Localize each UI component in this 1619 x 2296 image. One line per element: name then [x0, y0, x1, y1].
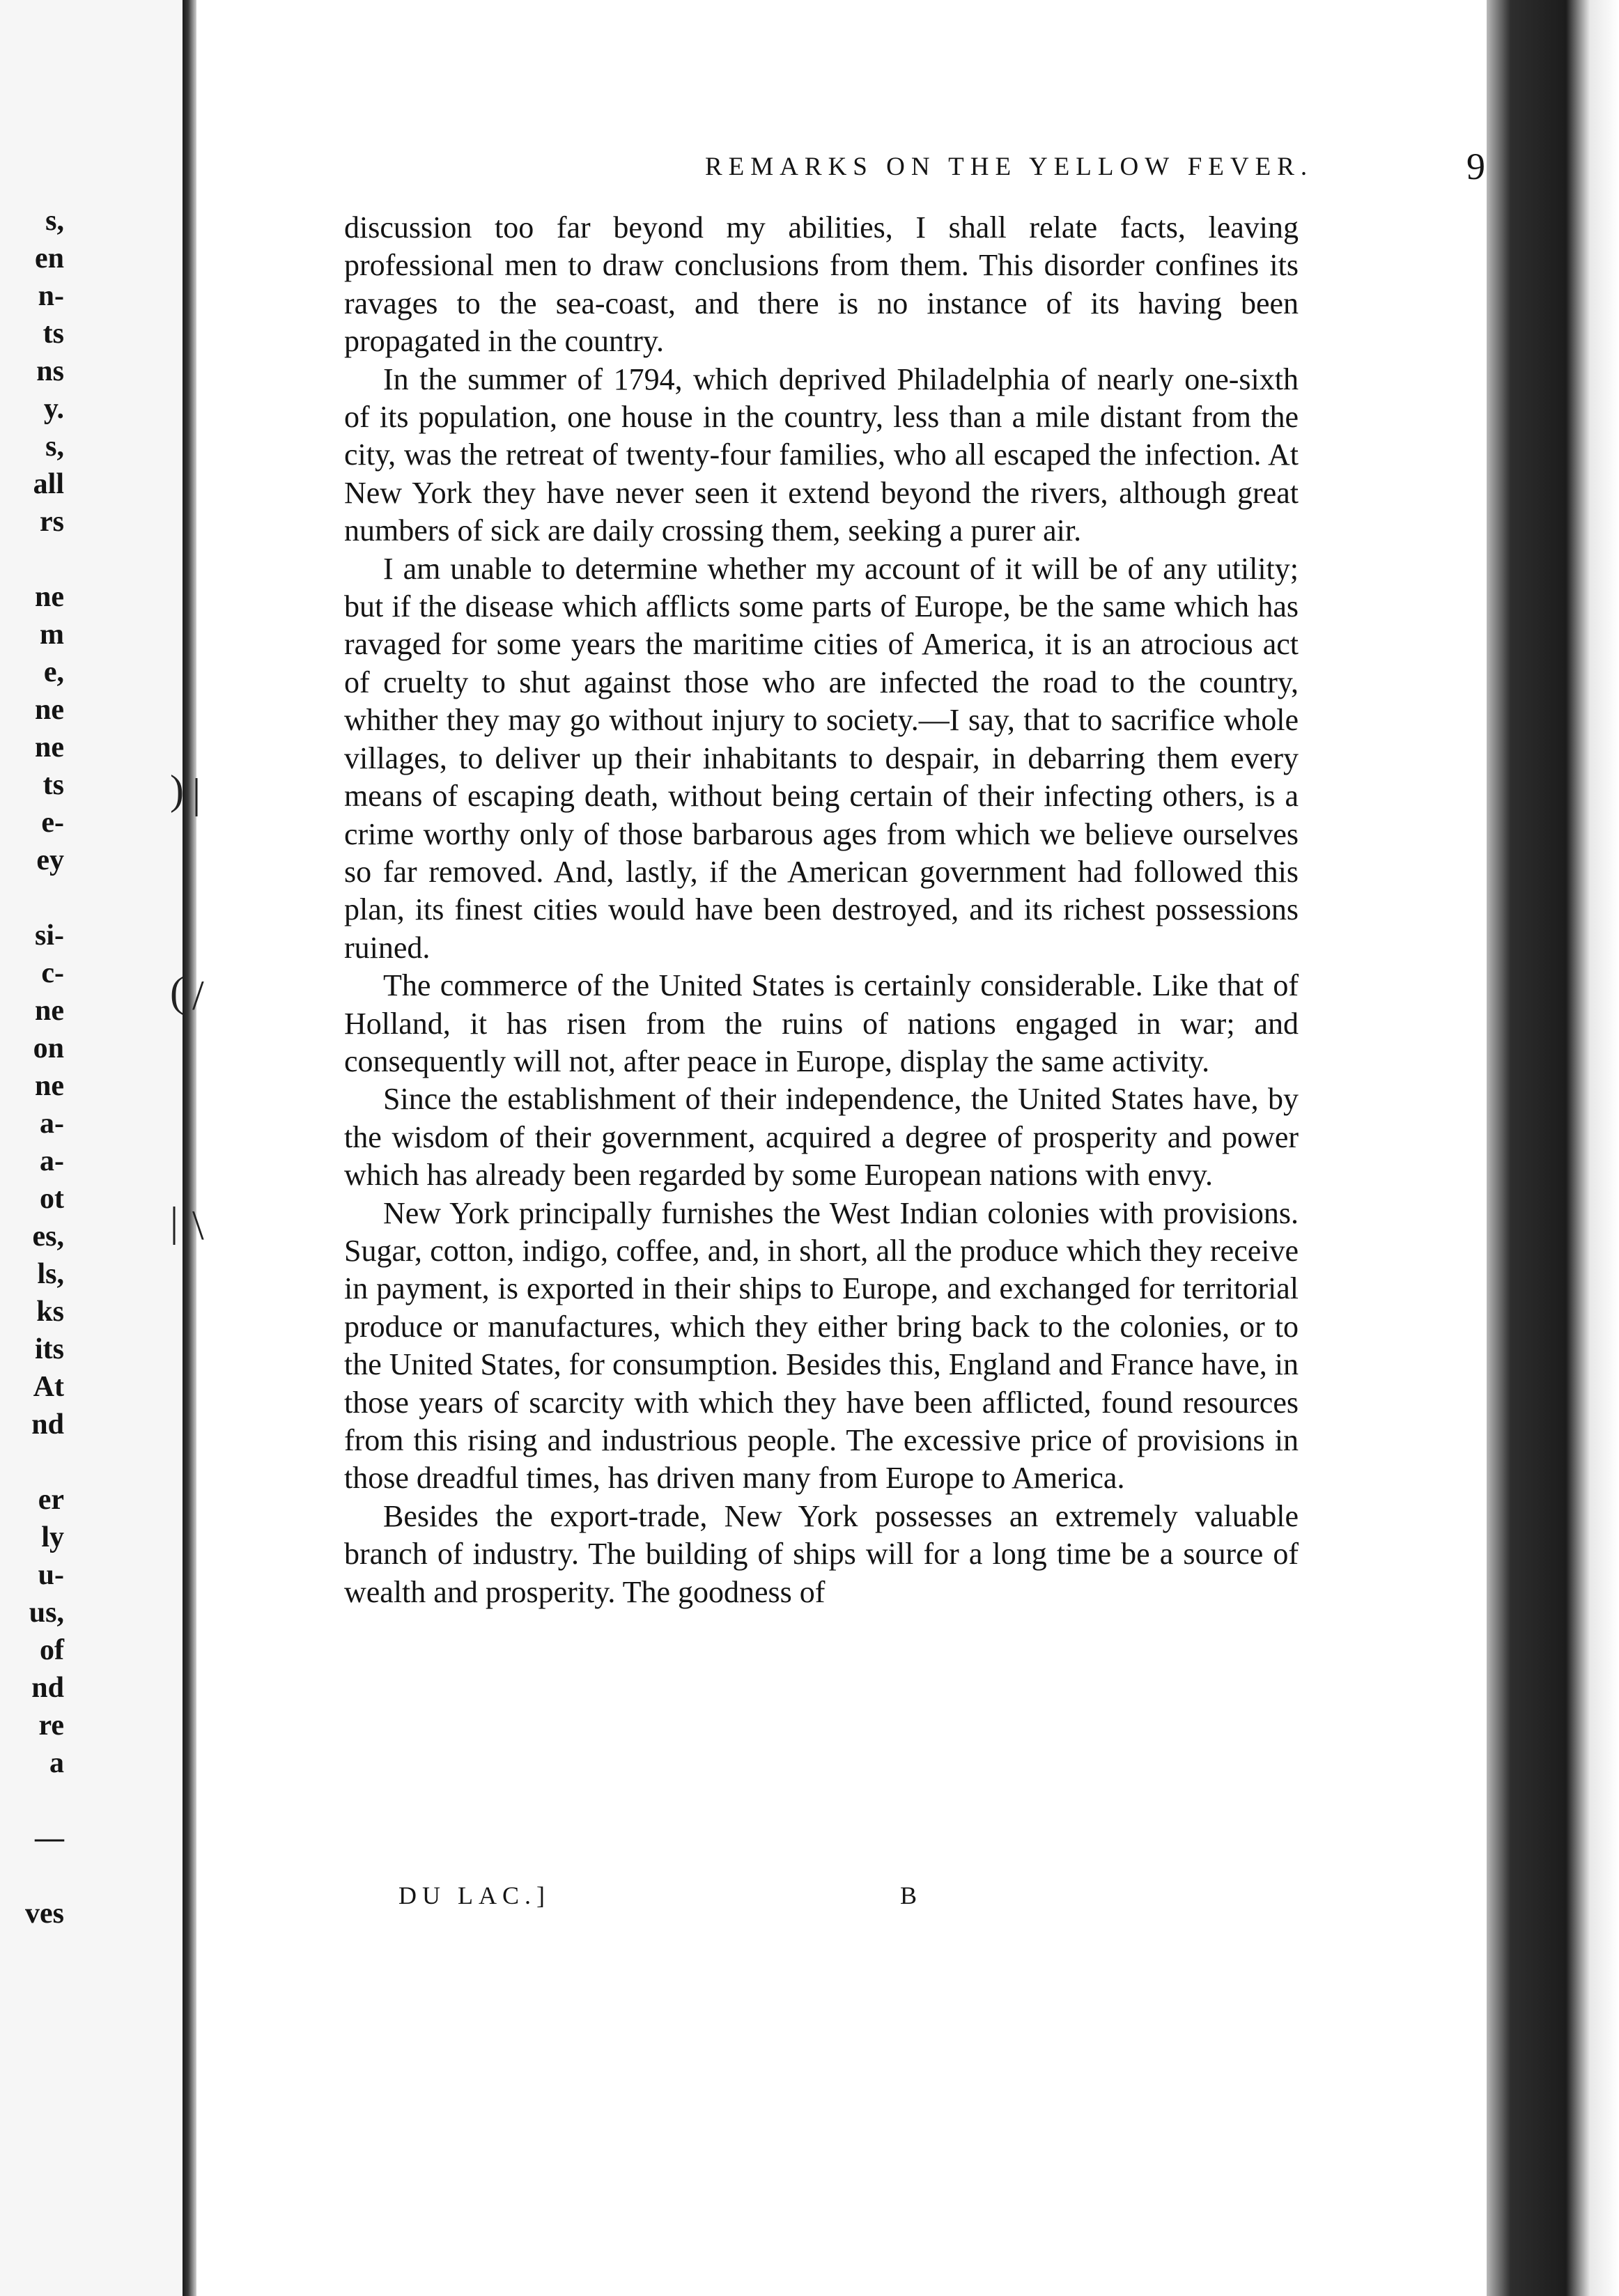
paragraph: In the summer of 1794, which deprived Philadelphia of nearly one-sixth of its population, one house in the country, less than a mile distant from the city, was the retreat of twenty-four families, who all escaped the infection. At New York they have never seen it extend beyond the rivers, although great numbers of sick are daily crossing them, seeking a purer air.	[344, 362, 1299, 548]
body-text	[344, 209, 1299, 1611]
left-fragment-line: a-	[40, 1145, 64, 1177]
left-fragment-line: n-	[38, 280, 64, 312]
left-fragment-line: e,	[43, 656, 64, 688]
left-fragment-line: ts	[42, 318, 64, 350]
left-fragment-line: e-	[41, 807, 64, 839]
page-right-edge	[1487, 0, 1619, 2296]
binding-mark: /	[192, 972, 204, 1018]
page-footer	[398, 1881, 1165, 1923]
left-fragment-line: si-	[35, 920, 64, 952]
left-fragment-line	[0, 879, 64, 917]
left-fragment-line	[0, 541, 64, 578]
left-fragment-line: ly	[41, 1521, 64, 1553]
paragraph: discussion too far beyond my abilities, I shall relate facts, leaving professional men to draw conclusions from them. This disorder confines its ravages to the sea-coast, and there is no instance of its having been propagated in the country.	[344, 210, 1299, 359]
left-fragment-line: At	[33, 1371, 64, 1403]
running-header	[510, 146, 1499, 201]
binding-mark: \	[192, 1202, 204, 1248]
footer-signature: DU LAC.]	[398, 1882, 550, 1909]
left-fragment-line: of	[40, 1634, 64, 1666]
left-fragment-line: c-	[41, 957, 64, 989]
left-fragment-line: rs	[40, 506, 64, 538]
left-fragment-line	[0, 1782, 64, 1820]
left-fragment-line: ves	[25, 1898, 64, 1930]
left-fragment-line: ne	[35, 694, 64, 726]
left-page-text-fragments	[0, 202, 64, 1932]
paragraph: Besides the export-trade, New York possesses an extremely valuable branch of industry. The building of ships will for a long time be a source of wealth and prosperity. The goodness of	[344, 1498, 1299, 1609]
binding-mark: |	[170, 1199, 179, 1245]
left-fragment-line: u-	[38, 1559, 64, 1591]
left-fragment-line	[0, 1857, 64, 1895]
left-fragment-line: es,	[32, 1220, 64, 1252]
binding-mark: |	[192, 770, 201, 816]
left-fragment-line: m	[40, 619, 64, 651]
left-page-fragment	[0, 0, 183, 2296]
left-fragment-line: s,	[45, 430, 64, 463]
paragraph: New York principally furnishes the West Indian colonies with provisions. Sugar, cotton, indigo, coffee, and, in short, all the produce which they receive in payment, is exported in their ships to Europe, and exchanged for territorial produce or manufactures, which they either bring back to the colonies, or to the United States, for consumption. Besides this, England and France have, in those years of scarcity with which they have been afflicted, found resources from this rising and industrious people. The excessive price of provisions in those dreadful times, has driven many from Europe to America.	[344, 1195, 1299, 1496]
left-fragment-line: on	[33, 1032, 64, 1064]
left-fragment-line: ls,	[37, 1258, 64, 1290]
left-fragment-line: ot	[40, 1183, 64, 1215]
left-fragment-line: nd	[31, 1409, 64, 1441]
paragraph: The commerce of the United States is certainly considerable. Like that of Holland, it has risen from the ruins of nations engaged in war; and consequently will not, after peace in Europe, display the same activity.	[344, 968, 1299, 1078]
left-fragment-line: ks	[36, 1296, 64, 1328]
sheet-signature-letter: B	[900, 1882, 923, 1909]
page-number: 9	[1466, 146, 1485, 187]
left-fragment-line: all	[33, 468, 64, 500]
left-fragment-line	[0, 1443, 64, 1481]
binding-mark: )	[170, 767, 184, 813]
book-page	[196, 0, 1487, 2296]
paragraph: Since the establishment of their independence, the United States have, by the wisdom of their government, acquired a degree of prosperity and power which has already been regarded by some European nations with envy.	[344, 1082, 1299, 1193]
left-fragment-line: us,	[29, 1597, 64, 1629]
binding-mark: (	[170, 969, 184, 1015]
left-fragment-line: ne	[35, 995, 64, 1027]
left-fragment-line: a-	[40, 1108, 64, 1140]
paragraph: I am unable to determine whether my account of it will be of any utility; but if the disease which afflicts some parts of Europe, be the same which has ravaged for some years the maritime cities of America, it is an atrocious act of cruelty to shut against those who are infected the road to the country, whither they may go without injury to society.—I say, that to sacrifice whole villages, to deliver up their inhabitants to despair, in debarring them every means of escaping death, without being certain of their infecting others, is a crime worthy only of those barbarous ages from which we believe ourselves so far removed. And, lastly, if the American government had followed this plan, its finest cities would have been destroyed, and its richest possessions ruined.	[344, 551, 1299, 965]
left-fragment-line: its	[35, 1333, 64, 1365]
left-fragment-line: y.	[43, 393, 64, 425]
left-fragment-line: s,	[45, 205, 64, 237]
left-fragment-line: —	[35, 1822, 64, 1854]
left-fragment-line: nd	[31, 1672, 64, 1704]
left-fragment-line: ns	[36, 355, 64, 387]
left-fragment-line: ne	[35, 731, 64, 763]
left-fragment-line: ne	[35, 1070, 64, 1102]
left-fragment-line: a	[49, 1747, 64, 1779]
left-fragment-line: ey	[36, 844, 64, 876]
left-fragment-line: ne	[35, 581, 64, 613]
left-fragment-line: en	[35, 242, 64, 274]
left-fragment-line: re	[38, 1709, 64, 1742]
running-header-title: REMARKS ON THE YELLOW FEVER.	[705, 153, 1314, 181]
left-fragment-line: er	[38, 1484, 64, 1516]
left-fragment-line: ts	[42, 769, 64, 801]
